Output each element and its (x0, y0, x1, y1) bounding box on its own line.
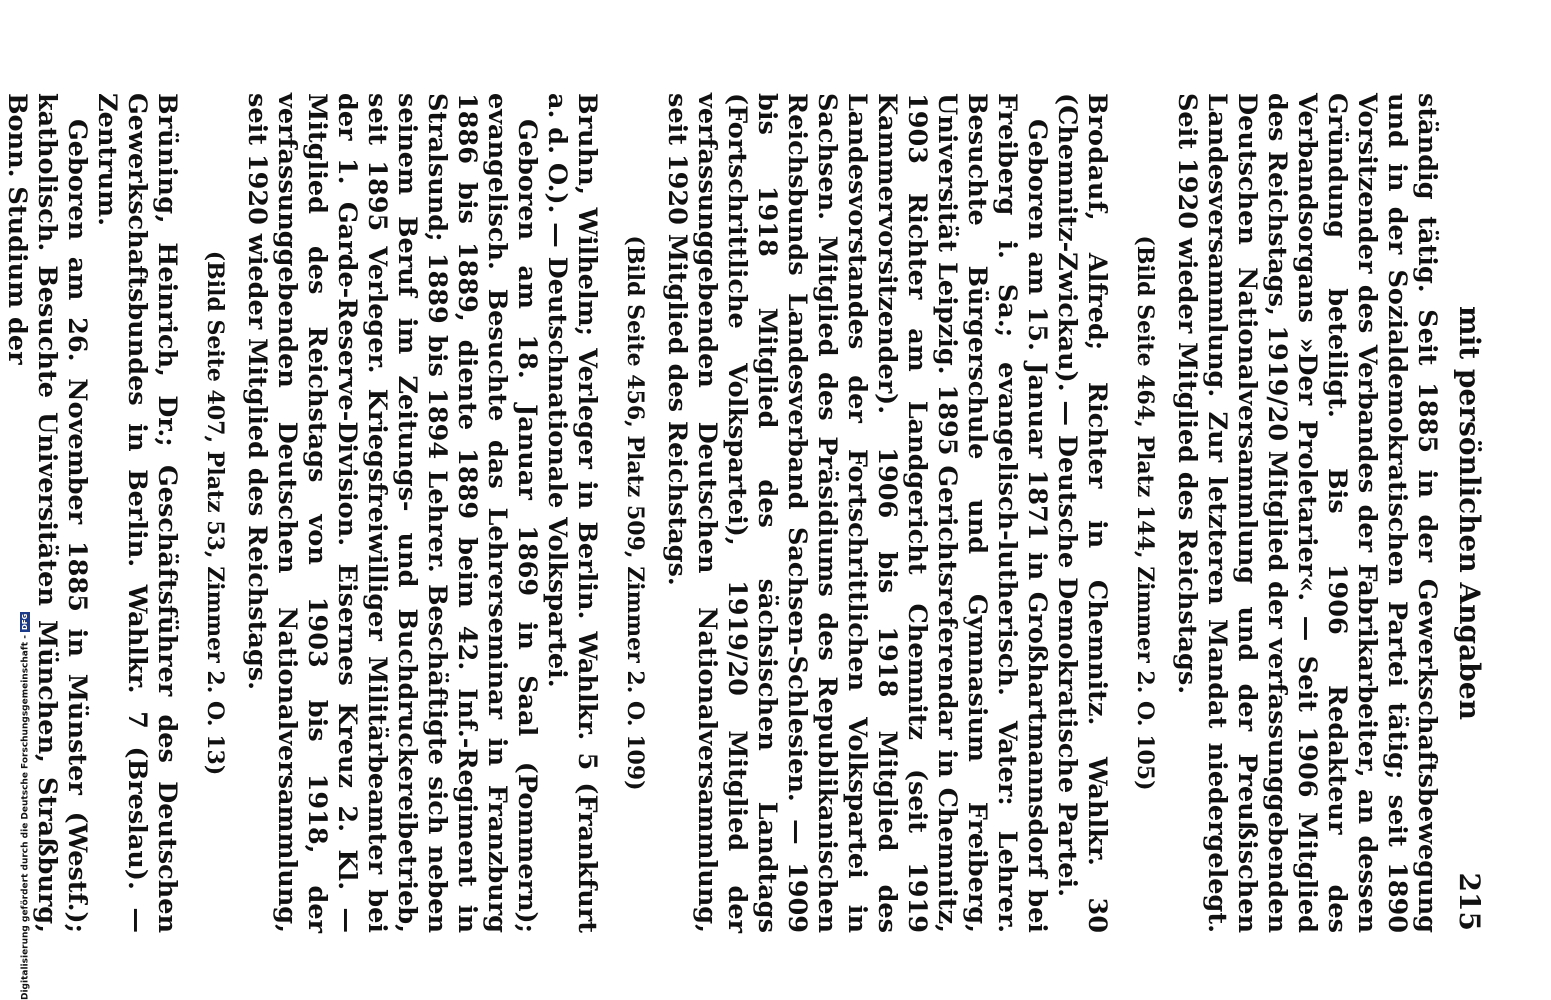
entry-heading (1052, 93, 1112, 933)
digitization-credit-text (20, 612, 31, 1000)
entry-body: Geboren am 15. Januar 1871 in Großhartmannsdorf bei Freiberg i. Sa.; evangelisch-lutherisch. Vater: Lehrer. Besuchte Bürgerschule und Gymnasium Freiberg, Universität Leipzig. 1895 Gerichtsreferendar in Chemnitz, 1903 Richter am Landgericht Chemnitz (seit 1919 Kammervorsitzender). 1906 bis 1918 Mitglied des Landesvorstandes der Fortschrittlichen Volkspartei in Sachsen. Mitglied des Präsidiums des Republikanischen Reichsbunds Landesverband Sachsen-Schlesien. — 1909 bis 1918 Mitglied des sächsischen Landtags (Fortschrittliche Volkspartei), 1919/20 Mitglied der verfassunggebenden Deutschen Nationalversammlung, seit 1920 Mitglied des Reichstags. (662, 93, 1052, 933)
picture-reference: (Bild Seite 407, Platz 53, Zimmer 2. O. 13) (202, 250, 228, 776)
running-title: mit persönlichen Angaben (1453, 305, 1486, 721)
entry-head-text: Heinrich, Dr.; Geschäftsführer des Deutschen Gewerkschaftsbundes in Berlin. Wahlkr. 7 (Breslau). — Zentrum. (92, 93, 182, 933)
page-header (1442, 93, 1486, 933)
picture-reference: (Bild Seite 464, Platz 144, Zimmer 2. O. 105) (1132, 235, 1158, 791)
entry-name: Brüning, (152, 93, 182, 225)
credit-line: Digitalisierung gefördert durch die Deutsche Forschungsgemeinschaft - (20, 635, 31, 1000)
picture-reference: (Bild Seite 456, Platz 509, Zimmer 2. O. 109) (622, 235, 648, 791)
entry-brodauf (622, 93, 1112, 933)
entry-body: Geboren am 26. November 1885 in Münster (Westf.); katholisch. Besuchte Universitäten München, Straßburg, Bonn. Studium der (2, 93, 92, 933)
entry-head-text: Wilhelm; Verleger in Berlin. Wahlkr. 5 (Frankfurt a. d. O.). — Deutschnationale Volkspartei. (542, 93, 602, 933)
entry-name: Brodauf, (1082, 93, 1112, 222)
page-number: 215 (1453, 872, 1486, 931)
entry-head-text: Alfred; Richter in Chemnitz. Wahlkr. 30 (Chemnitz-Zwickau). — Deutsche Demokratische Partei. (1052, 93, 1112, 933)
entry-heading (92, 93, 182, 933)
dfg-logo-icon: DFG (21, 613, 29, 631)
continued-paragraph: ständig tätig. Seit 1885 in der Gewerkschaftsbewegung und in der Sozialdemokratischen Partei tätig; seit 1890 Vorsitzender des Verbandes der Fabrikarbeiter, an dessen Gründung beteiligt. Bis 1906 Redakteur des Verbandsorgans »Der Proletarier«. — Seit 1906 Mitglied des Reichstags, 1919/20 Mitglied der verfassunggebenden Deutschen Nationalversammlung und der Preußischen Landesversammlung. Zur letzteren Mandat niedergelegt. Seit 1920 wieder Mitglied des Reichstags. (1172, 93, 1442, 933)
entry-body: Geboren am 18. Januar 1869 in Saal (Pommern); evangelisch. Besuchte das Lehrerseminar in Franzburg 1886 bis 1889, diente 1889 beim 42. Inf.-Regiment in Stralsund; 1889 bis 1894 Lehrer. Beschäftigte sich neben seinem Beruf im Zeitungs- und Buchdruckereibetrieb, seit 1895 Verleger. Kriegsfreiwilliger Militärbeamter bei der 1. Garde-Reserve-Division. Eisernes Kreuz 2. Kl. — Mitglied des Reichstags von 1903 bis 1918, der verfassunggebenden Deutschen Nationalversammlung, seit 1920 wieder Mitglied des Reichstags. (242, 93, 542, 933)
entry-bruhn (202, 93, 602, 933)
entry-name: Bruhn, (572, 93, 602, 196)
entry-heading (542, 93, 602, 933)
page-body (2, 93, 1486, 933)
